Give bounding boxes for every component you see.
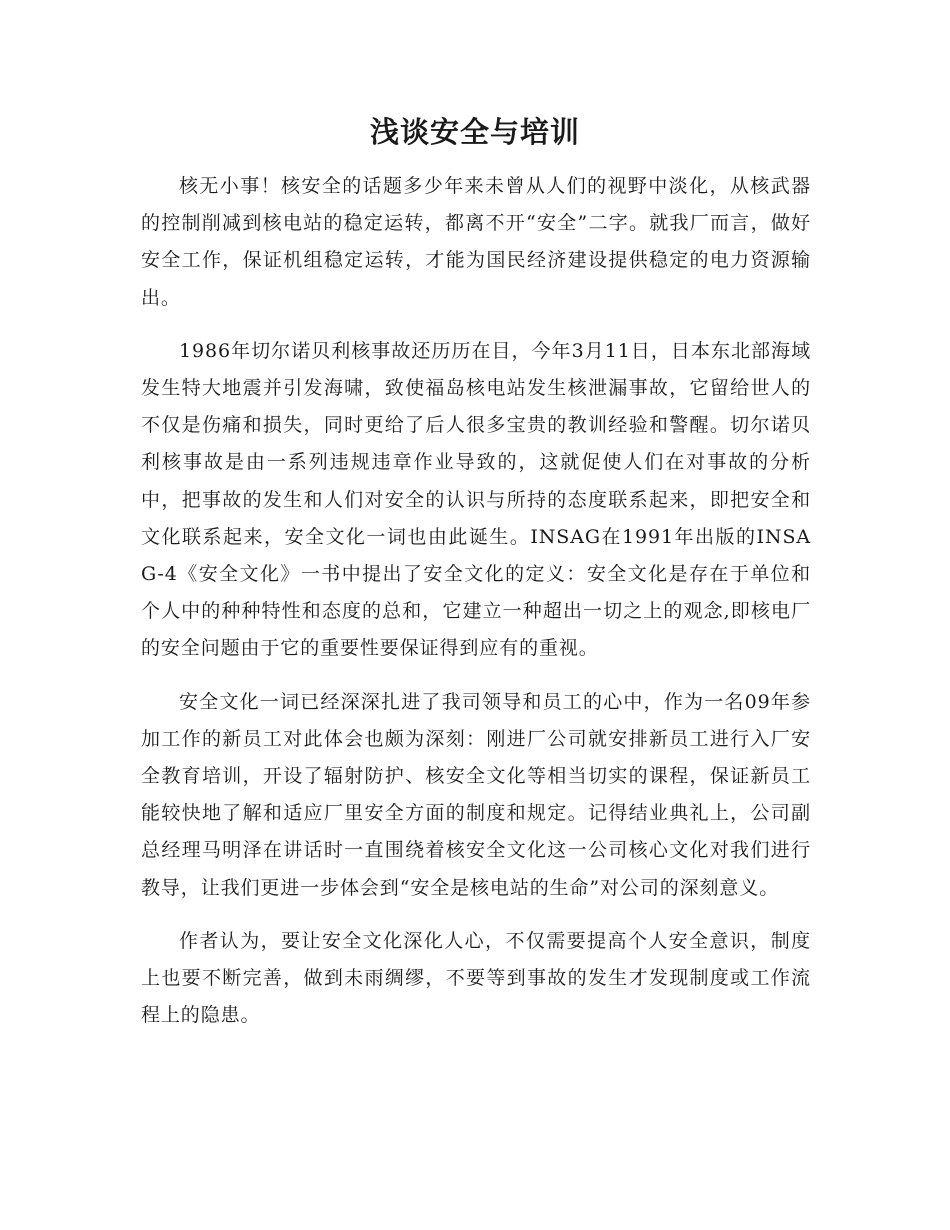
paragraph-1: 核无小事！核安全的话题多少年来未曾从人们的视野中淡化，从核武器的控制削减到核电站的稳定运转，都离不开“安全”二字。就我厂而言，做好安全工作，保证机组稳定运转，才能为国民经济建设提供稳定的电力资源输出。 — [141, 175, 811, 309]
document-body — [141, 168, 811, 1050]
document-title: 浅谈安全与培训 — [369, 115, 580, 149]
paragraph-2: 1986年切尔诺贝利核事故还历历在目，今年3月11日，日本东北部海域发生特大地震并引发海啸，致使福岛核电站发生核泄漏事故，它留给世人的不仅是伤痛和损失，同时更给了后人很多宝贵的教训经验和警醒。切尔诺贝利核事故是由一系列违规违章作业导致的，这就促使人们在对事故的分析中，把事故的发生和人们对安全的认识与所持的态度联系起来，即把安全和文化联系起来，安全文化一词也由此诞生。INSAG在1991年出版的INSAG-4《安全文化》一书中提出了安全文化的定义：安全文化是存在于单位和个人中的种种特性和态度的总和，它建立一种超出一切之上的观念,即核电厂的安全问题由于它的重要性要保证得到应有的重视。 — [141, 339, 811, 660]
paragraph-4: 作者认为，要让安全文化深化人心，不仅需要提高个人安全意识，制度上也要不断完善，做到未雨绸缪，不要等到事故的发生才发现制度或工作流程上的隐患。 — [141, 929, 811, 1027]
paragraph-3: 安全文化一词已经深深扎进了我司领导和员工的心中，作为一名09年参加工作的新员工对此体会也颇为深刻：刚进厂公司就安排新员工进行入厂安全教育培训，开设了辐射防护、核安全文化等相当切实的课程，保证新员工能较快地了解和适应厂里安全方面的制度和规定。记得结业典礼上，公司副总经理马明泽在讲话时一直围绕着核安全文化这一公司核心文化对我们进行教导，让我们更进一步体会到“安全是核电站的生命”对公司的深刻意义。 — [141, 690, 811, 899]
